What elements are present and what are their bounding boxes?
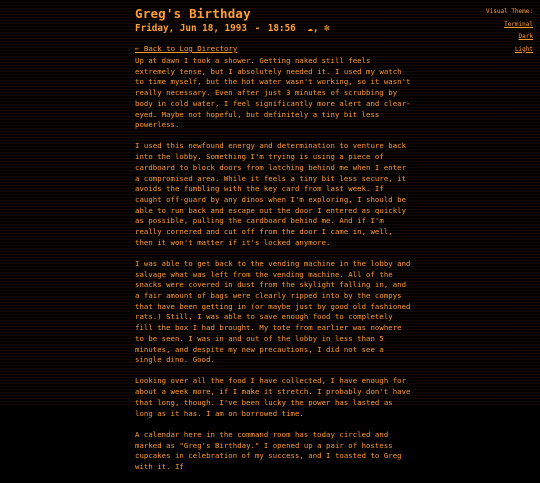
datetime-separator: -	[254, 23, 261, 34]
entry-header	[135, 6, 455, 55]
entry-paragraph: A calendar here in the command room has today circled and marked as "Greg's Birthday." I opened up a pair of hostess cupcakes in celebration of my success, and I toasted to Greg with it. If	[135, 429, 402, 471]
theme-option-terminal[interactable]: Terminal	[504, 20, 533, 28]
entry-paragraph: I was able to get back to the vending machine in the lobby and salvage what was left from the vending machine. All of the snacks were covered in dust from the skylight falling in, and a fair amount of bags were clearly ripped into by the compys that have been getting in (or maybe just by good old fashioned rats.) Still, I was able to save enough food to completely fill the box I had brought. My tote from earlier was nowhere to be seen. I was in and out of the lobby in less than 5 minutes, and despite my new precautions, I did not see a single dino. Good.	[135, 258, 411, 365]
page-title: Greg's Birthday	[135, 6, 251, 21]
theme-label: Visual Theme:	[486, 8, 533, 15]
entry-paragraph: I used this newfound energy and determination to venture back into the lobby. Something I'm trying is using a piece of cardboard to block doors from latching behind me when I enter a compromised area. While it feels a tiny bit less secure, it avoids the fumbling with the key card from last week. If caught off-guard by any dinos when I'm exploring, I should be able to run back and escape out the door I entered as quickly as possible, pulling the cardboard behind me. And if I'm really cornered and cut off from the door I came in, well, then it won't matter if it's locked anymore.	[135, 141, 407, 247]
theme-switcher	[486, 6, 533, 56]
theme-option-dark[interactable]: Dark	[518, 33, 533, 40]
entry-body	[135, 56, 411, 483]
entry-paragraph: Looking over all the food I have collected, I have enough for about a week more, if I make it stretch. I probably don't have that long, though. I've been lucky the power has lasted as long as it has. I am on borrowed time.	[135, 376, 411, 418]
entry-datetime	[135, 23, 455, 35]
entry-date: Friday, Jun 18, 1993	[135, 23, 247, 34]
theme-option-light[interactable]: Light	[514, 45, 533, 53]
entry-paragraph: Up at dawn I took a shower. Getting naked still feels extremely tense, but I absolutely needed it. I used my watch to time myself, but the hot water wasn't working, so it wasn't really necessary. Even after just 3 minutes of scrubbing by body in cold water, I feel significantly more alert and clear-eyed. Maybe not hopeful, but definitely a tiny bit less powerless.	[135, 56, 411, 130]
back-to-log-directory-link[interactable]: ← Back to Log Directory	[135, 44, 238, 53]
weather-icons: ☁, ❄	[307, 23, 330, 34]
entry-time: 18:56	[267, 23, 296, 34]
